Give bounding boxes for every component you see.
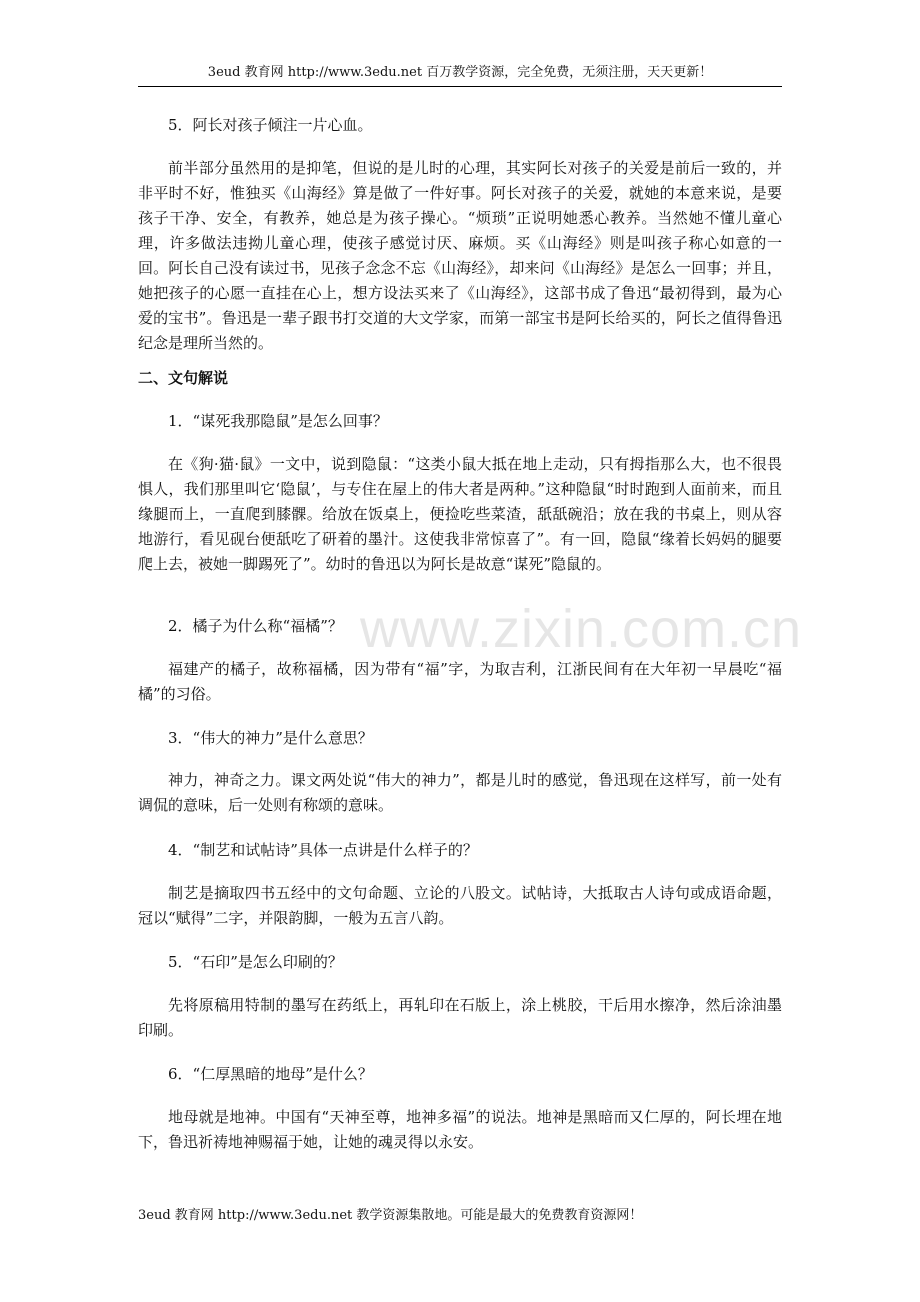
page-header: 3eud 教育网 http://www.3edu.net 百万教学资源，完全免费，无须注册，天天更新！ bbox=[207, 65, 713, 80]
header-rule bbox=[138, 86, 782, 87]
answer-5: 先将原稿用特制的墨写在药纸上，再轧印在石版上，涂上桃胶，干后用水擦净，然后涂油墨印刷。 bbox=[138, 996, 782, 1039]
question-4: 4．“制艺和试帖诗”具体一点讲是什么样子的？ bbox=[168, 841, 478, 859]
question-5: 5．“石印”是怎么印刷的？ bbox=[168, 953, 343, 971]
answer-6: 地母就是地神。中国有“天神至尊，地神多福”的说法。地神是黑暗而又仁厚的，阿长埋在地下，鲁迅祈祷地神赐福于她，让她的魂灵得以永安。 bbox=[138, 1108, 782, 1151]
question-3: 3．“伟大的神力”是什么意思？ bbox=[168, 729, 373, 747]
answer-3: 神力，神奇之力。课文两处说“伟大的神力”，都是儿时的感觉，鲁迅现在这样写，前一处有调侃的意味，后一处则有称颂的意味。 bbox=[138, 771, 782, 814]
paragraph-ah-chang: 前半部分虽然用的是抑笔，但说的是儿时的心理，其实阿长对孩子的关爱是前后一致的，并非平时不好，惟独买《山海经》算是做了一件好事。阿长对孩子的关爱，就她的本意来说，是要孩子干净、安全，有教养，她总是为孩子操心。“烦琐”正说明她悉心教养。当然她不懂儿童心理，许多做法违拗儿童心理，使孩子感觉讨厌、麻烦。买《山海经》则是叫孩子称心如意的一回。阿长自己没有读过书，见孩子念念不忘《山海经》，却来问《山海经》是怎么一回事；并且，她把孩子的心愿一直挂在心上，想方设法买来了《山海经》，这部书成了鲁迅“最初得到，最为心爱的宝书”。鲁迅是一辈子跟书打交道的大文学家，而第一部宝书是阿长给买的，阿长之值得鲁迅纪念是理所当然的。 bbox=[138, 159, 782, 352]
point-5-heading: 5．阿长对孩子倾注一片心血。 bbox=[168, 116, 373, 134]
answer-2: 福建产的橘子，故称福橘，因为带有“福”字，为取吉利，江浙民间有在大年初一早晨吃“福橘”的习俗。 bbox=[138, 660, 782, 703]
page-footer: 3eud 教育网 http://www.3edu.net 教学资源集散地。可能是最大的免费教育资源网！ bbox=[138, 1208, 643, 1223]
watermark: www.zixin.com.cn bbox=[360, 599, 803, 659]
section-heading: 二、文句解说 bbox=[138, 369, 229, 387]
question-1: 1．“谋死我那隐鼠”是怎么回事？ bbox=[168, 412, 388, 430]
question-2: 2．橘子为什么称“福橘”？ bbox=[168, 617, 343, 635]
question-6: 6．“仁厚黑暗的地母”是什么？ bbox=[168, 1065, 373, 1083]
answer-1: 在《狗·猫·鼠》一文中，说到隐鼠：“这类小鼠大抵在地上走动，只有拇指那么大，也不很畏惧人，我们那里叫它‘隐鼠’，与专住在屋上的伟大者是两种。”这种隐鼠“时时跑到人面前来，而且缘腿而上，一直爬到膝髁。给放在饭桌上，便捡吃些菜渣，舐舐碗沿；放在我的书桌上，则从容地游行，看见砚台便舐吃了研着的墨汁。这使我非常惊喜了”。有一回，隐鼠“缘着长妈妈的腿要爬上去，被她一脚踢死了”。幼时的鲁迅以为阿长是故意“谋死”隐鼠的。 bbox=[138, 455, 782, 573]
answer-4: 制艺是摘取四书五经中的文句命题、立论的八股文。试帖诗，大抵取古人诗句或成语命题，冠以“赋得”二字，并限韵脚，一般为五言八韵。 bbox=[138, 884, 782, 927]
